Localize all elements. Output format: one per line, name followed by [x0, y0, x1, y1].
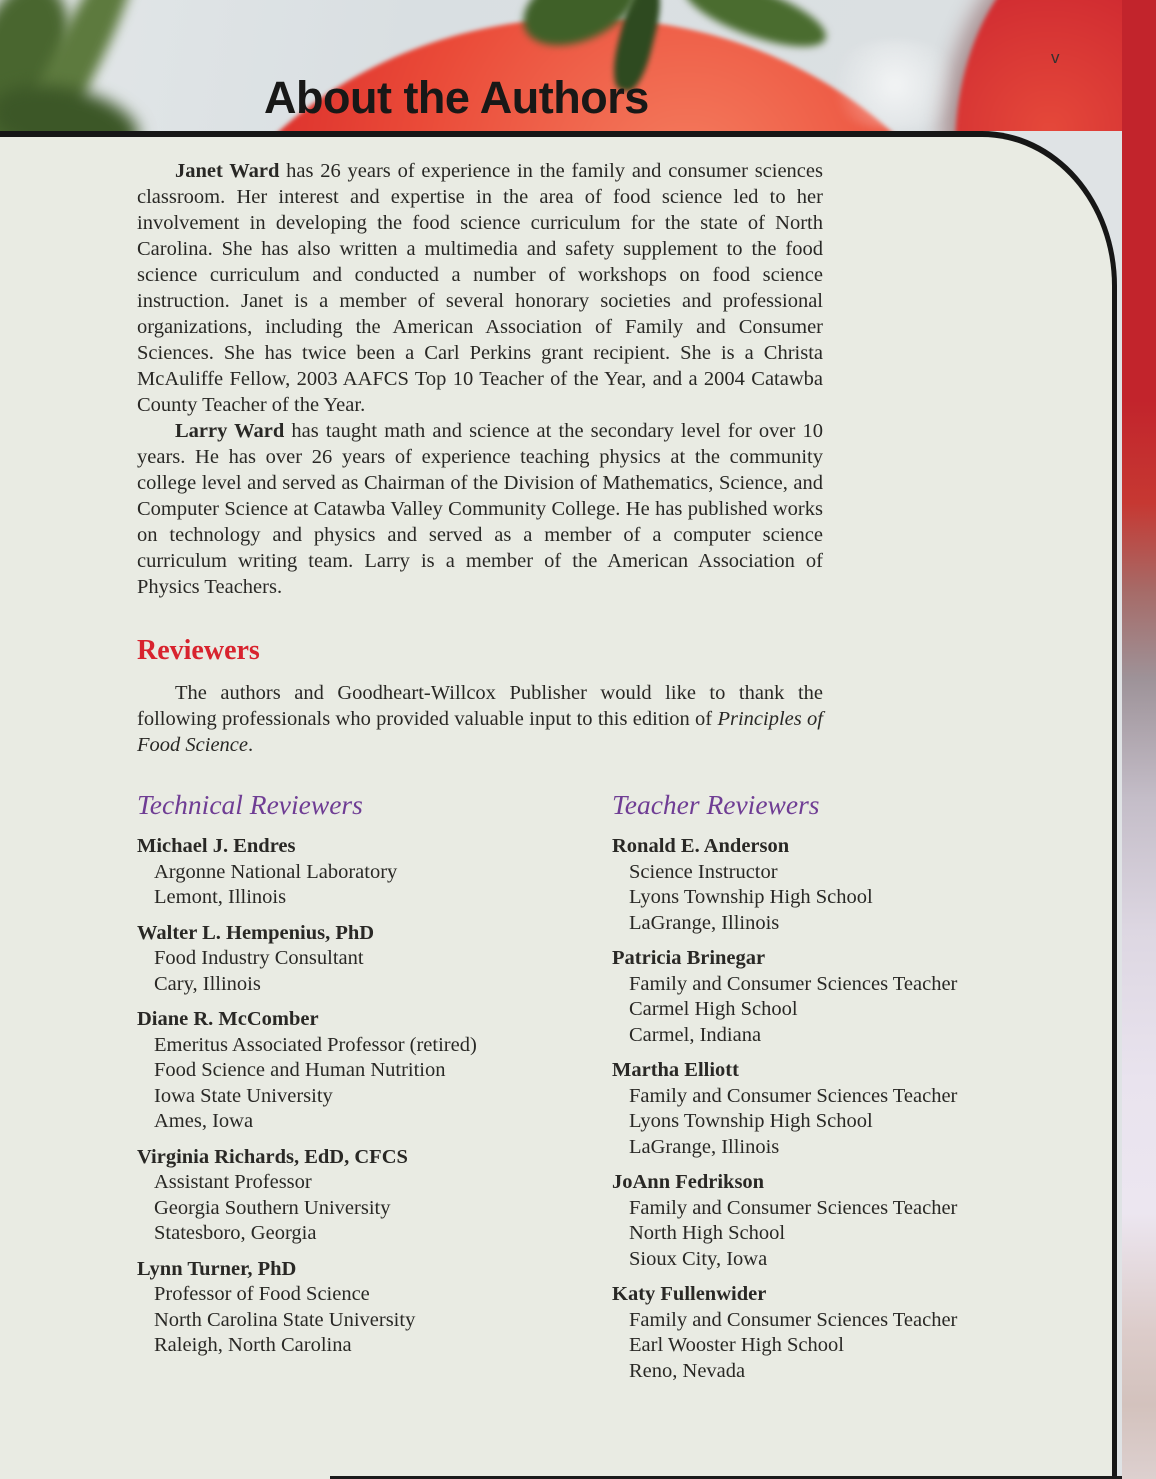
technical-reviewers-list — [137, 834, 612, 1359]
technical-reviewers-column — [137, 790, 612, 1394]
reviewer-affiliation-line: Food Science and Human Nutrition — [154, 1059, 446, 1081]
reviewer-affiliation-line: Reno, Nevada — [629, 1359, 746, 1382]
reviewer-affiliation-line: Food Industry Consultant — [154, 947, 364, 969]
about-paragraph-janet-text: has 26 years of experience in the family and consumer sciences classroom. Her interest and expertise in the area of food science led to her involvement in developing the food science curriculum for the state of North Carolina. She has also written a multimedia and safety supplement to the food science curriculum and conducted a number of workshops on food science instruction. Janet is a member of several honorary societies and professional organizations, including the American Association of Family and Consumer Sciences. She has twice been a Carl Perkins grant recipient. She is a Christa McAuliffe Fellow, 2003 AAFCS Top 10 Teacher of the Year, and a 2004 Catawba County Teacher of the Year. — [137, 160, 823, 416]
reviewer-affiliation-line: Raleigh, North Carolina — [154, 1334, 352, 1356]
reviewer-affiliation — [612, 860, 1090, 937]
reviewer-affiliation-line: Emeritus Associated Professor (retired) — [154, 1033, 477, 1056]
reviewer-affiliation — [612, 972, 1090, 1049]
reviewers-intro-period: . — [248, 734, 254, 756]
reviewer-affiliation-line: LaGrange, Illinois — [629, 911, 780, 934]
reviewer-affiliation — [612, 1196, 1090, 1273]
reviewer-entry — [612, 1170, 1090, 1272]
reviewer-affiliation-line: LaGrange, Illinois — [629, 1135, 780, 1158]
reviewer-affiliation-line: Lemont, Illinois — [154, 886, 287, 908]
tomatoes-photo-right-strip — [1122, 0, 1156, 1479]
about-paragraph-larry-text: has taught math and science at the secondary level for over 10 years. He has over 26 years of experience teaching physics at the community college level and served as Chairman of the Division of Mathematics, Science, and Computer Science at Catawba Valley Community College. He has published works on technology and physics and served as a member of a computer science curriculum writing team. Larry is a member of the American Association of Physics Teachers. — [137, 420, 823, 598]
page-content — [137, 158, 1090, 1394]
teacher-reviewers-column — [612, 790, 1090, 1394]
teacher-reviewers-list — [612, 834, 1090, 1384]
reviewer-affiliation-line: North High School — [629, 1222, 786, 1244]
reviewer-affiliation-line: Assistant Professor — [154, 1171, 312, 1193]
technical-reviewers-heading: Technical Reviewers — [137, 789, 363, 820]
reviewer-entry — [137, 1145, 612, 1247]
reviewer-affiliation-line: Family and Consumer Sciences Teacher — [629, 1308, 958, 1331]
reviewer-name: Martha Elliott — [612, 1059, 739, 1081]
about-paragraph-larry — [137, 418, 823, 600]
reviewer-affiliation-line: Iowa State University — [154, 1084, 333, 1107]
reviewer-name: Katy Fullenwider — [612, 1283, 767, 1305]
book-title-italic: Principles of Food Science — [137, 708, 823, 756]
page-number: v — [1051, 48, 1060, 67]
reviewer-name: Diane R. McComber — [137, 1008, 319, 1030]
reviewer-affiliation-line: Cary, Illinois — [154, 972, 261, 995]
reviewer-entry — [612, 1058, 1090, 1160]
reviewer-entry — [137, 834, 612, 911]
reviewer-affiliation-line: Georgia Southern University — [154, 1196, 391, 1219]
reviewer-name: JoAnn Fedrikson — [612, 1171, 765, 1193]
reviewer-affiliation-line: Professor of Food Science — [154, 1283, 370, 1305]
reviewer-name: Michael J. Endres — [137, 835, 296, 857]
reviewer-affiliation-line: North Carolina State University — [154, 1308, 416, 1331]
reviewer-affiliation-line: Sioux City, Iowa — [629, 1247, 768, 1270]
reviewer-entry — [137, 1007, 612, 1135]
reviewers-intro-text: The authors and Goodheart-Willcox Publisher would like to thank the following professionals who provided valuable input to this edition of — [137, 682, 823, 730]
photo-highlight — [820, 40, 970, 130]
reviewers-intro — [137, 680, 823, 758]
reviewer-entry — [612, 1282, 1090, 1384]
reviewer-affiliation — [137, 1170, 612, 1247]
reviewer-affiliation — [137, 860, 612, 911]
author-name-janet: Janet Ward — [175, 160, 280, 182]
reviewer-affiliation-line: Lyons Township High School — [629, 1110, 873, 1132]
reviewer-affiliation — [137, 1033, 612, 1135]
reviewer-entry — [137, 921, 612, 998]
reviewer-affiliation — [137, 1282, 612, 1359]
reviewer-affiliation-line: Earl Wooster High School — [629, 1334, 844, 1356]
reviewer-affiliation-line: Family and Consumer Sciences Teacher — [629, 1084, 958, 1107]
reviewer-affiliation-line: Carmel, Indiana — [629, 1023, 762, 1046]
reviewer-columns — [137, 790, 1090, 1394]
reviewer-affiliation-line: Science Instructor — [629, 860, 778, 883]
reviewer-name: Virginia Richards, EdD, CFCS — [137, 1145, 408, 1168]
reviewer-affiliation-line: Family and Consumer Sciences Teacher — [629, 972, 958, 995]
page-title: About the Authors — [264, 72, 649, 123]
reviewer-affiliation-line: Statesboro, Georgia — [154, 1222, 317, 1244]
author-name-larry: Larry Ward — [175, 420, 285, 442]
reviewer-affiliation-line: Ames, Iowa — [154, 1110, 254, 1132]
teacher-reviewers-heading: Teacher Reviewers — [612, 789, 820, 820]
reviewer-affiliation-line: Carmel High School — [629, 998, 798, 1020]
reviewer-affiliation-line: Family and Consumer Sciences Teacher — [629, 1196, 958, 1219]
reviewers-heading: Reviewers — [137, 635, 260, 666]
reviewer-name: Patricia Brinegar — [612, 947, 766, 969]
reviewer-entry — [612, 834, 1090, 936]
reviewer-affiliation — [137, 946, 612, 997]
reviewer-affiliation — [612, 1084, 1090, 1161]
reviewer-name: Walter L. Hempenius, PhD — [137, 921, 375, 944]
about-paragraph-janet — [137, 158, 823, 418]
reviewer-entry — [612, 946, 1090, 1048]
reviewer-name: Ronald E. Anderson — [612, 835, 790, 857]
reviewer-entry — [137, 1257, 612, 1359]
reviewer-affiliation-line: Lyons Township High School — [629, 886, 873, 908]
reviewer-affiliation-line: Argonne National Laboratory — [154, 860, 398, 883]
reviewer-affiliation — [612, 1308, 1090, 1385]
reviewer-name: Lynn Turner, PhD — [137, 1257, 297, 1280]
